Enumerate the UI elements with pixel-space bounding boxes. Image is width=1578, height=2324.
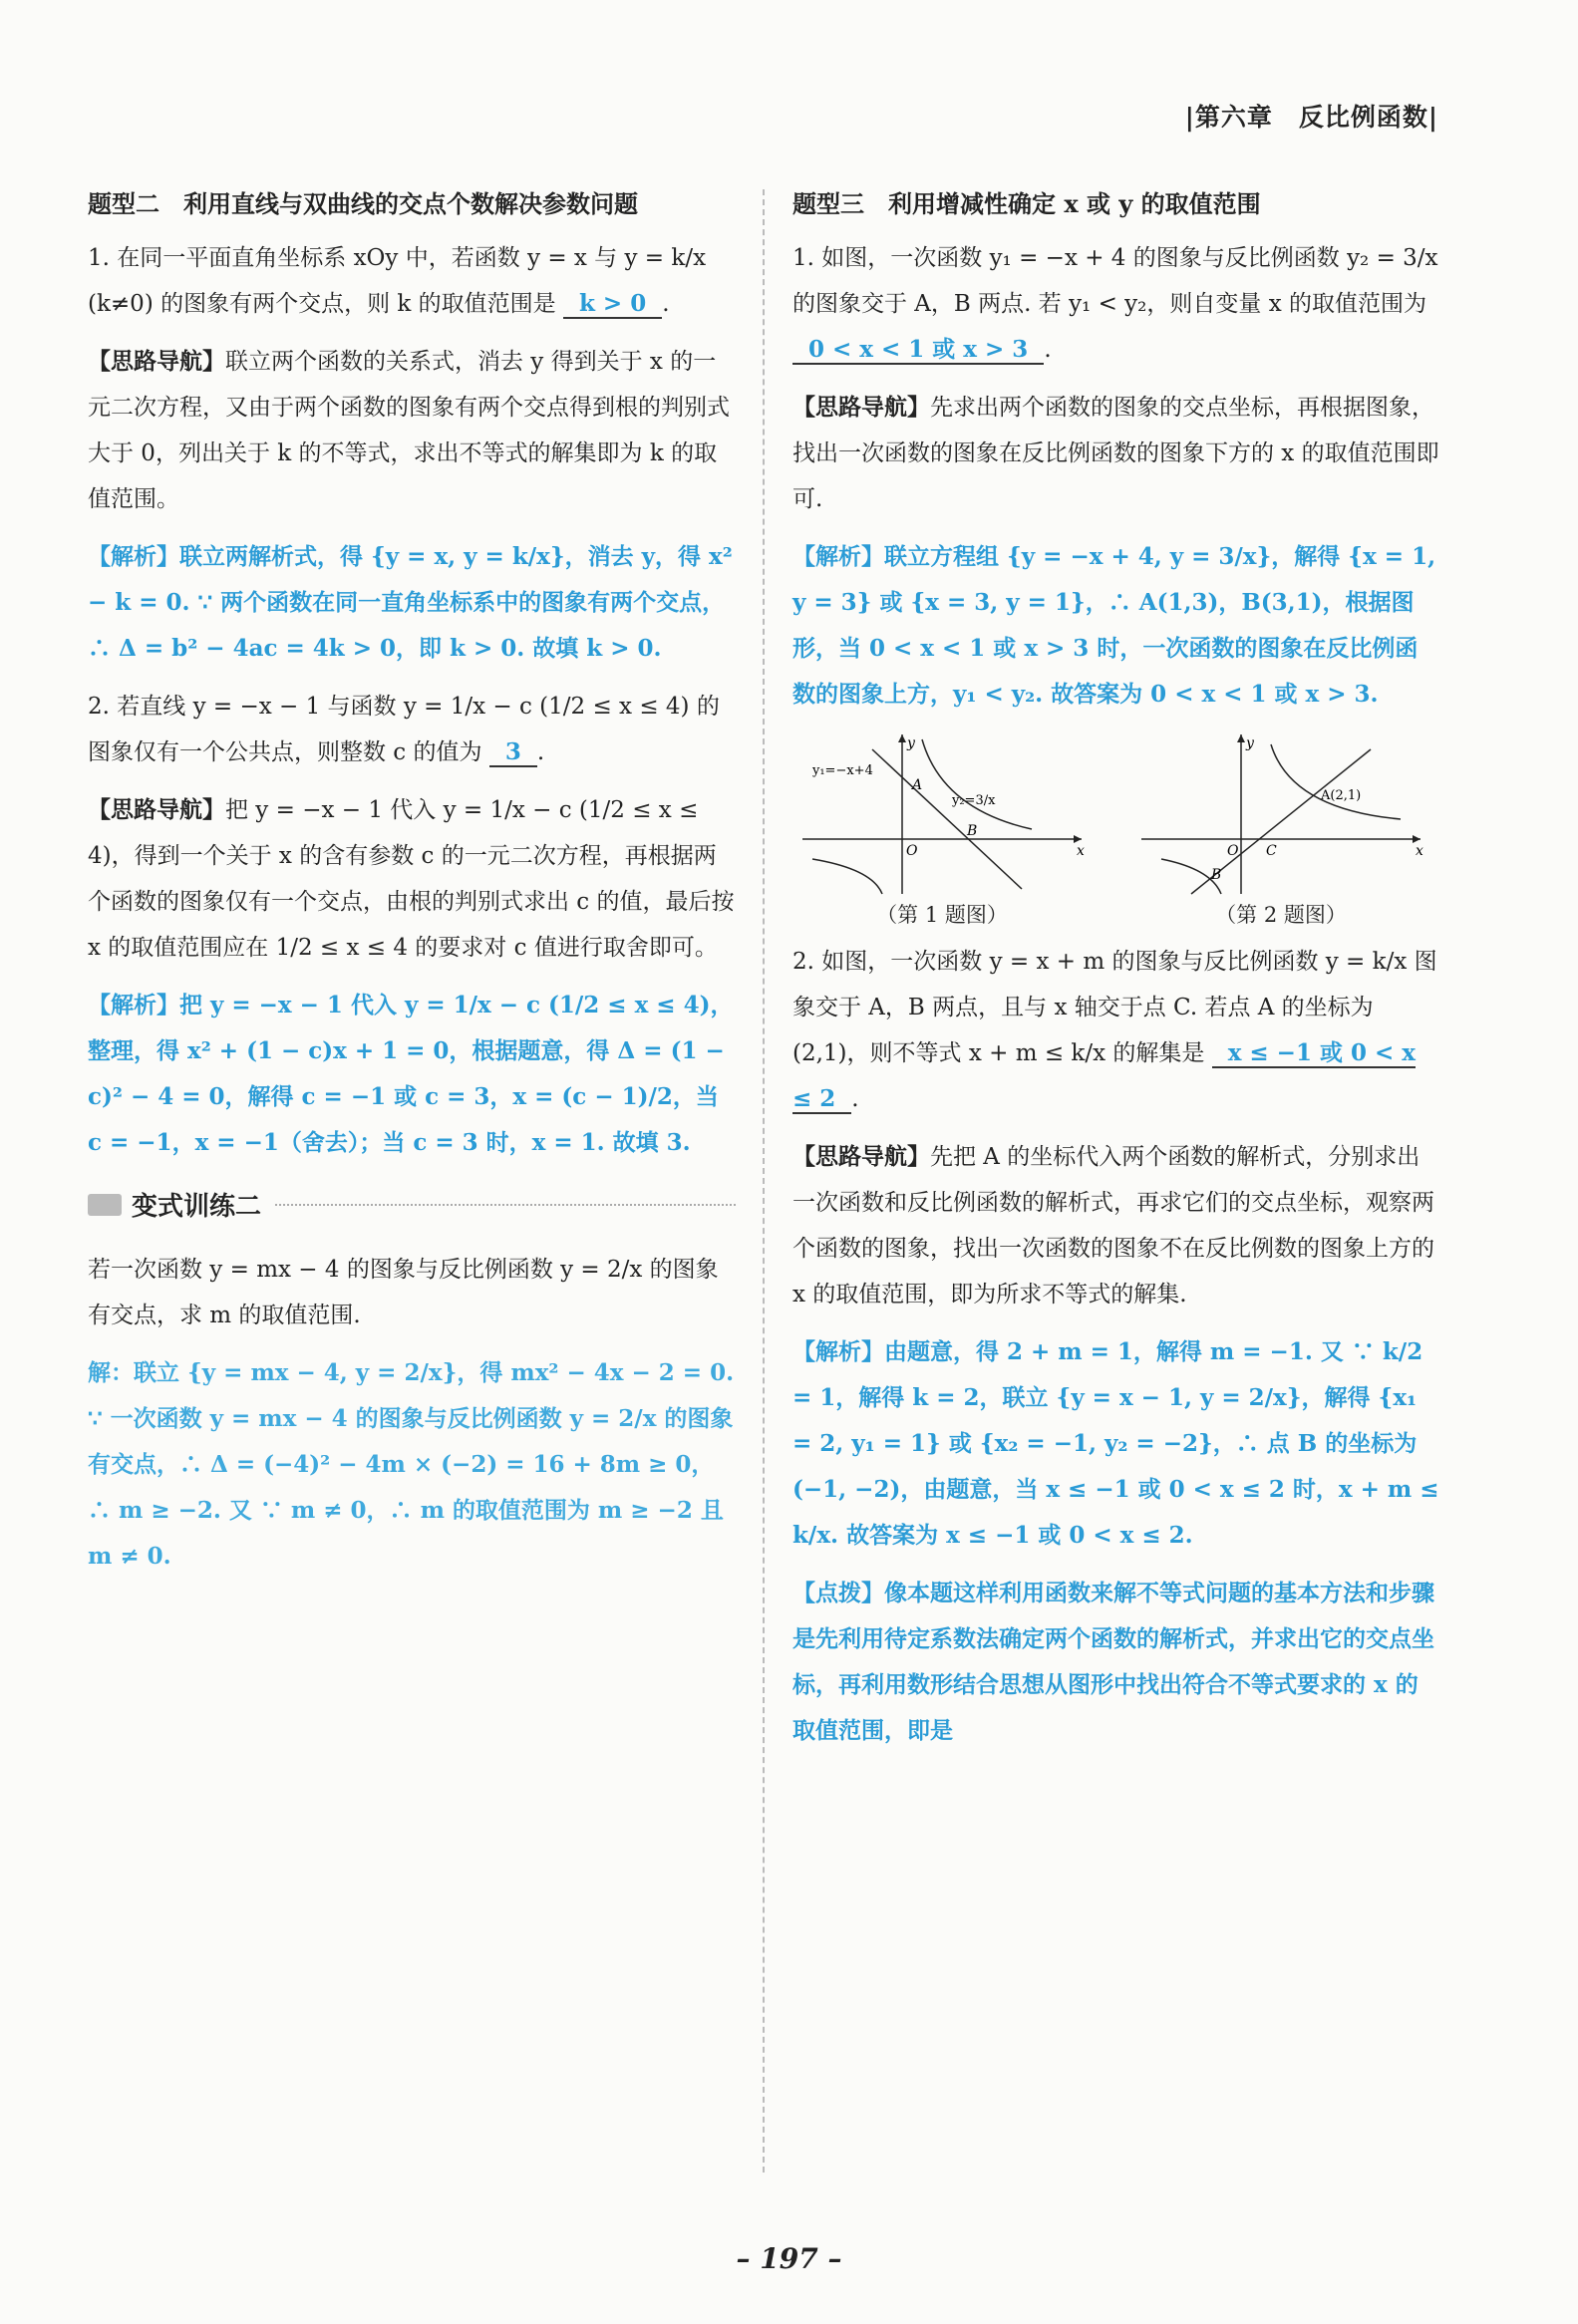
l-q2-solution [88, 983, 736, 1166]
figures [792, 729, 1440, 929]
chapter-header: |第六章 反比例函数| [1184, 103, 1438, 132]
l-q1-text: 1. 在同一平面直角坐标系 xOy 中，若函数 y = x 与 y = k/x (k≠0) 的图象有两个交点，则 k 的取值范围是 [88, 245, 707, 317]
practice-title: 变式训练二 [132, 1192, 262, 1222]
r-tip [792, 1571, 1440, 1754]
l-q2-answer: 3 [489, 738, 537, 767]
right-column [792, 184, 1440, 1766]
svg-text:A: A [912, 777, 923, 793]
guide-text: 先求出两个函数的图象的交点坐标，再根据图象，找出一次函数的图象在反比例函数的图象下方的 x 的取值范围即可. [792, 395, 1439, 512]
r-q2-text: 2. 如图，一次函数 y = x + m 的图象与反比例函数 y = k/x 图象交于 A，B 两点，且与 x 轴交于点 C. 若点 A 的坐标为 (2,1)，则不等式 x + m ≤ k/x 的解集是 [792, 949, 1437, 1066]
svg-text:C: C [1266, 843, 1277, 859]
svg-text:y: y [907, 735, 915, 751]
page-number: – 197 – [736, 2242, 842, 2275]
svg-text:O: O [1227, 843, 1239, 859]
r-q1-guide [792, 385, 1440, 522]
guide-tag: 【思路导航】 [88, 796, 225, 823]
l-q1-guide [88, 339, 736, 522]
svg-text:x: x [1077, 843, 1085, 859]
column-divider [763, 189, 765, 2173]
r-q2: 2. 如图，一次函数 y = x + m 的图象与反比例函数 y = k/x 图象交于 A，B 两点，且与 x 轴交于点 C. 若点 A 的坐标为 (2,1)，则不等式 x + m ≤ k/x 的解集是 x ≤ −1 或 0 < x ≤ 2 . [792, 949, 1437, 1112]
solution-text: 联立方程组 {y = −x + 4, y = 3/x}，解得 {x = 1, y = 3} 或 {x = 3, y = 1}，∴ A(1,3)，B(3,1)，根据图形，当 0 < x < 1 或 x > 3 时，一次函数的图象在反比例函数的图象上方，y₁ < y₂. 故答案为 0 < x < 1 或 x > 3. [792, 543, 1436, 708]
solution-tag: 【解析】 [792, 543, 884, 570]
guide-text: 把 y = −x − 1 代入 y = 1/x − c (1/2 ≤ x ≤ 4)，得到一个关于 x 的含有参数 c 的一元二次方程，再根据两个函数的图象仅有一个交点，由根的判别式求出 c 的值，最后按 x 的取值范围应在 1/2 ≤ x ≤ 4 的要求对 c 值进行取舍即可。 [88, 797, 735, 961]
tip-text: 像本题这样利用函数来解不等式问题的基本方法和步骤是先利用待定系数法确定两个函数的解析式，并求出它的交点坐标，再利用数形结合思想从图形中找出符合不等式要求的 x 的取值范围，即是 [792, 1580, 1434, 1744]
solution-text: 联立两解析式，得 {y = x, y = k/x}，消去 y，得 x² − k = 0. ∵ 两个函数在同一直角坐标系中的图象有两个交点，∴ Δ = b² − 4ac = 4k > 0，即 k > 0. 故填 k > 0. [88, 543, 733, 662]
solution-tag: 【解析】 [88, 992, 179, 1018]
figure-1-graph [792, 729, 1092, 899]
fig2-point-a: A(2,1) [1321, 788, 1362, 803]
practice-solution: 解：联立 {y = mx − 4, y = 2/x}，得 mx² − 4x − 2 = 0. ∵ 一次函数 y = mx − 4 的图象与反比例函数 y = 2/x 的图象有交点，∴ Δ = (−4)² − 4m × (−2) = 16 + 8m ≥ 0，∴ m ≥ −2. 又 ∵ m ≠ 0，∴ m 的取值范围为 m ≥ −2 且 m ≠ 0. [88, 1359, 735, 1570]
fig1-curve-label: y₂=3/x [952, 793, 996, 808]
guide-text: 先把 A 的坐标代入两个函数的解析式，分别求出一次函数和反比例函数的解析式，再求它们的交点坐标，观察两个函数的图象，找出一次函数的图象不在反比例数的图象上方的 x 的取值范围，即为所求不等式的解集. [792, 1144, 1434, 1307]
figure-2 [1131, 729, 1430, 929]
guide-tag: 【思路导航】 [792, 1143, 930, 1170]
r-q1-answer: 0 < x < 1 或 x > 3 [792, 336, 1044, 365]
r-q1-text: 1. 如图，一次函数 y₁ = −x + 4 的图象与反比例函数 y₂ = 3/x 的图象交于 A，B 两点. 若 y₁ < y₂，则自变量 x 的取值范围为 [792, 245, 1438, 317]
figure-1-caption: （第 1 题图） [876, 903, 1008, 927]
svg-text:B: B [1211, 867, 1222, 883]
r-q1: 1. 如图，一次函数 y₁ = −x + 4 的图象与反比例函数 y₂ = 3/x 的图象交于 A，B 两点. 若 y₁ < y₂，则自变量 x 的取值范围为 0 < x < 1 或 x > 3 . [792, 245, 1438, 363]
l-q2-guide [88, 787, 736, 971]
solution-tag: 【解析】 [792, 1338, 884, 1365]
solution-text: 把 y = −x − 1 代入 y = 1/x − c (1/2 ≤ x ≤ 4)，整理，得 x² + (1 − c)x + 1 = 0，根据题意，得 Δ = (1 − c)² − 4 = 0，解得 c = −1 或 c = 3，x = (c − 1)/2，当 c = −1，x = −1（舍去）；当 c = 3 时，x = 1. 故填 3. [88, 992, 734, 1156]
guide-tag: 【思路导航】 [792, 394, 930, 421]
guide-tag: 【思路导航】 [88, 348, 225, 375]
r-q2-solution [792, 1329, 1440, 1559]
solution-text: 由题意，得 2 + m = 1，解得 m = −1. 又 ∵ k/2 = 1，解得 k = 2，联立 {y = x − 1, y = 2/x}，解得 {x₁ = 2, y₁ = 1} 或 {x₂ = −1, y₂ = −2}，∴ 点 B 的坐标为 (−1, −2)，由题意，当 x ≤ −1 或 0 < x ≤ 2 时，x + m ≤ k/x. 故答案为 x ≤ −1 或 0 < x ≤ 2. [792, 1338, 1439, 1549]
solution-tag: 【解析】 [88, 543, 179, 570]
left-column [88, 184, 736, 1592]
practice-icon [88, 1194, 122, 1216]
practice-header [88, 1186, 736, 1223]
r-q1-solution [792, 534, 1440, 718]
l-q1-answer: k > 0 [563, 290, 662, 319]
r-q2-guide [792, 1134, 1440, 1317]
l-q2-text: 2. 若直线 y = −x − 1 与函数 y = 1/x − c (1/2 ≤ x ≤ 4) 的图象仅有一个公共点，则整数 c 的值为 [88, 694, 720, 765]
svg-text:B: B [967, 823, 978, 839]
practice-question: 若一次函数 y = mx − 4 的图象与反比例函数 y = 2/x 的图象有交点，求 m 的取值范围. [88, 1257, 719, 1328]
svg-text:O: O [906, 843, 918, 859]
l-q2: 2. 若直线 y = −x − 1 与函数 y = 1/x − c (1/2 ≤ x ≤ 4) 的图象仅有一个公共点，则整数 c 的值为 3 . [88, 694, 720, 765]
svg-text:x: x [1416, 843, 1423, 859]
l-q1-solution [88, 534, 736, 672]
section-title-2: 题型二 利用直线与双曲线的交点个数解决参数问题 [88, 189, 638, 218]
svg-text:y: y [1246, 735, 1254, 751]
tip-tag: 【点拨】 [792, 1580, 884, 1606]
l-q1: 1. 在同一平面直角坐标系 xOy 中，若函数 y = x 与 y = k/x (k≠0) 的图象有两个交点，则 k 的取值范围是 k > 0 . [88, 245, 707, 317]
r-q2-answer: x ≤ −1 或 0 < x ≤ 2 [792, 1039, 1416, 1112]
practice-rule [275, 1204, 736, 1206]
fig1-line-label: y₁=−x+4 [812, 763, 873, 778]
section-title-3: 题型三 利用增减性确定 x 或 y 的取值范围 [792, 189, 1261, 218]
figure-1 [792, 729, 1092, 929]
figure-2-caption: （第 2 题图） [1215, 903, 1347, 927]
figure-2-graph [1131, 729, 1430, 899]
guide-text: 联立两个函数的关系式，消去 y 得到关于 x 的一元二次方程，又由于两个函数的图象有两个交点得到根的判别式大于 0，列出关于 k 的不等式，求出不等式的解集即为 k 的取值范围。 [88, 349, 730, 512]
